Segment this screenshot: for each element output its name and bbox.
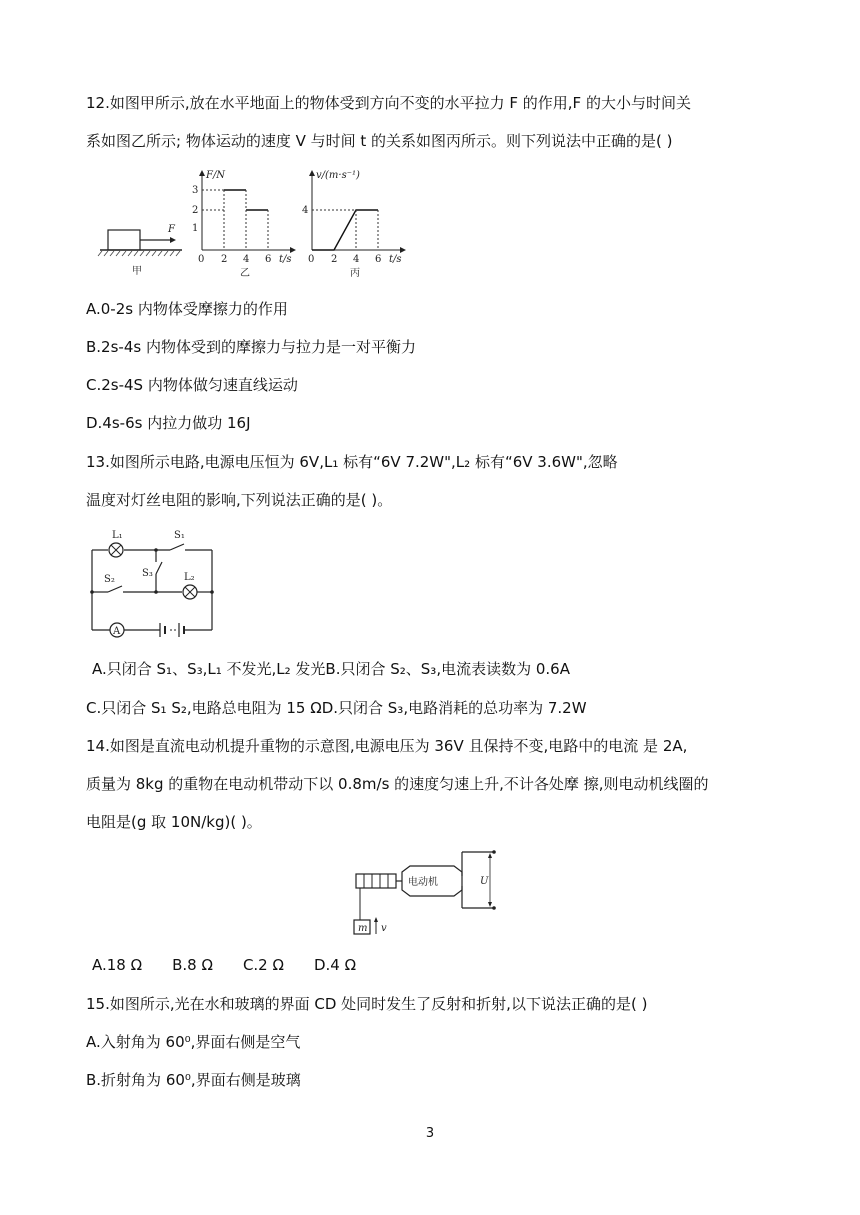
q12-stem-line2: 系如图乙所示; 物体运动的速度 V 与时间 t 的关系如图丙所示。则下列说法中正确的是( ) [86,132,673,150]
fig-yi-label: 乙 [240,268,250,279]
voltage-label: U [480,876,489,887]
q14-option-a: A.18 Ω [92,956,143,974]
q15-option-a: A.入射角为 60⁰,界面右侧是空气 [86,1033,301,1051]
yi-xlabel: t/s [279,254,292,265]
fig-bing [302,170,406,279]
fig-bing-label: 丙 [350,268,360,279]
motor-label: 电动机 [408,877,438,888]
q15-stem-line1: 15.如图所示,光在水和玻璃的界面 CD 处同时发生了反射和折射,以下说法正确的是( ) [86,995,648,1013]
yi-xtick: 0 [198,254,205,265]
q12-option-a: A.0-2s 内物体受摩擦力的作用 [86,300,288,318]
bing-ylabel: v/(m·s⁻¹) [316,170,360,181]
velocity-arrow-icon [374,917,378,922]
q14-option-b: B.8 Ω [172,956,213,974]
mass-label: m [358,923,368,934]
switch-s2-icon [108,586,122,592]
q13-stem-line2: 温度对灯丝电阻的影响,下列说法正确的是( )。 [86,491,393,509]
bing-xtick: 2 [331,254,338,265]
q12-option-d: D.4s-6s 内拉力做功 16J [86,414,251,432]
switch-s1-icon [170,544,184,550]
yi-ytick: 2 [192,205,199,216]
yi-xtick: 6 [265,254,272,265]
q13-option-ab [92,658,570,680]
q14-options [92,954,386,976]
q14-stem-line3: 电阻是(g 取 10N/kg)( )。 [86,813,262,831]
q13-circuit-figure [86,526,221,638]
yi-xtick: 2 [221,254,228,265]
q13-option-c: C.只闭合 S₁ S₂,电路总电阻为 15 Ω [86,699,322,717]
velocity-label: v [381,923,387,934]
page-number: 3 [425,1126,435,1141]
q13-stem-line1: 13.如图所示电路,电源电压恒为 6V,L₁ 标有“6V 7.2W",L₂ 标有“6V 3.6W",忽略 [86,453,618,471]
q13-option-b: B.只闭合 S₂、S₃,电流表读数为 0.6A [325,660,570,678]
ammeter-label: A [113,626,121,637]
q15-option-b: B.折射角为 60⁰,界面右侧是玻璃 [86,1071,301,1089]
label-s2: S₂ [104,574,115,585]
q13-option-d: D.只闭合 S₃,电路消耗的总功率为 7.2W [321,699,587,717]
bing-xtick: 0 [308,254,315,265]
q13-option-a: A.只闭合 S₁、S₃,L₁ 不发光,L₂ 发光 [92,660,326,678]
bing-xtick: 6 [375,254,382,265]
bing-xtick: 4 [353,254,360,265]
q14-option-c: C.2 Ω [242,956,284,974]
yi-ylabel: F/N [206,170,226,181]
pulley-icon [356,874,396,888]
yi-xtick: 4 [243,254,250,265]
fig-jia-label: 甲 [132,266,142,277]
q14-stem-line1: 14.如图是直流电动机提升重物的示意图,电源电压为 36V 且保持不变,电路中的电流 是 2A, [86,737,688,755]
bing-xlabel: t/s [389,254,402,265]
q12-option-c: C.2s-4S 内物体做匀速直线运动 [86,376,298,394]
fig-jia [98,224,182,277]
q14-motor-figure [350,848,502,938]
fig-yi [192,170,296,279]
q14-option-d: D.4 Ω [313,956,357,974]
q12-option-b: B.2s-4s 内物体受到的摩擦力与拉力是一对平衡力 [86,338,416,356]
yi-ytick: 3 [192,185,199,196]
q14-stem-line2: 质量为 8kg 的重物在电动机带动下以 0.8m/s 的速度匀速上升,不计各处摩 擦,则电动机线圈的 [86,775,709,793]
q13-option-cd [86,697,587,719]
q12-stem-line1: 12.如图甲所示,放在水平地面上的物体受到方向不变的水平拉力 F 的作用,F 的大小与时间关 [86,94,691,112]
bing-ytick: 4 [302,205,309,216]
block [108,230,140,250]
yi-ytick: 1 [192,223,199,234]
label-l1: L₁ [112,530,123,541]
switch-s3-icon [156,562,162,574]
q12-figure [90,168,420,288]
force-label: F [168,224,175,235]
label-l2: L₂ [184,572,195,583]
label-s3: S₃ [142,568,153,579]
label-s1: S₁ [174,530,185,541]
